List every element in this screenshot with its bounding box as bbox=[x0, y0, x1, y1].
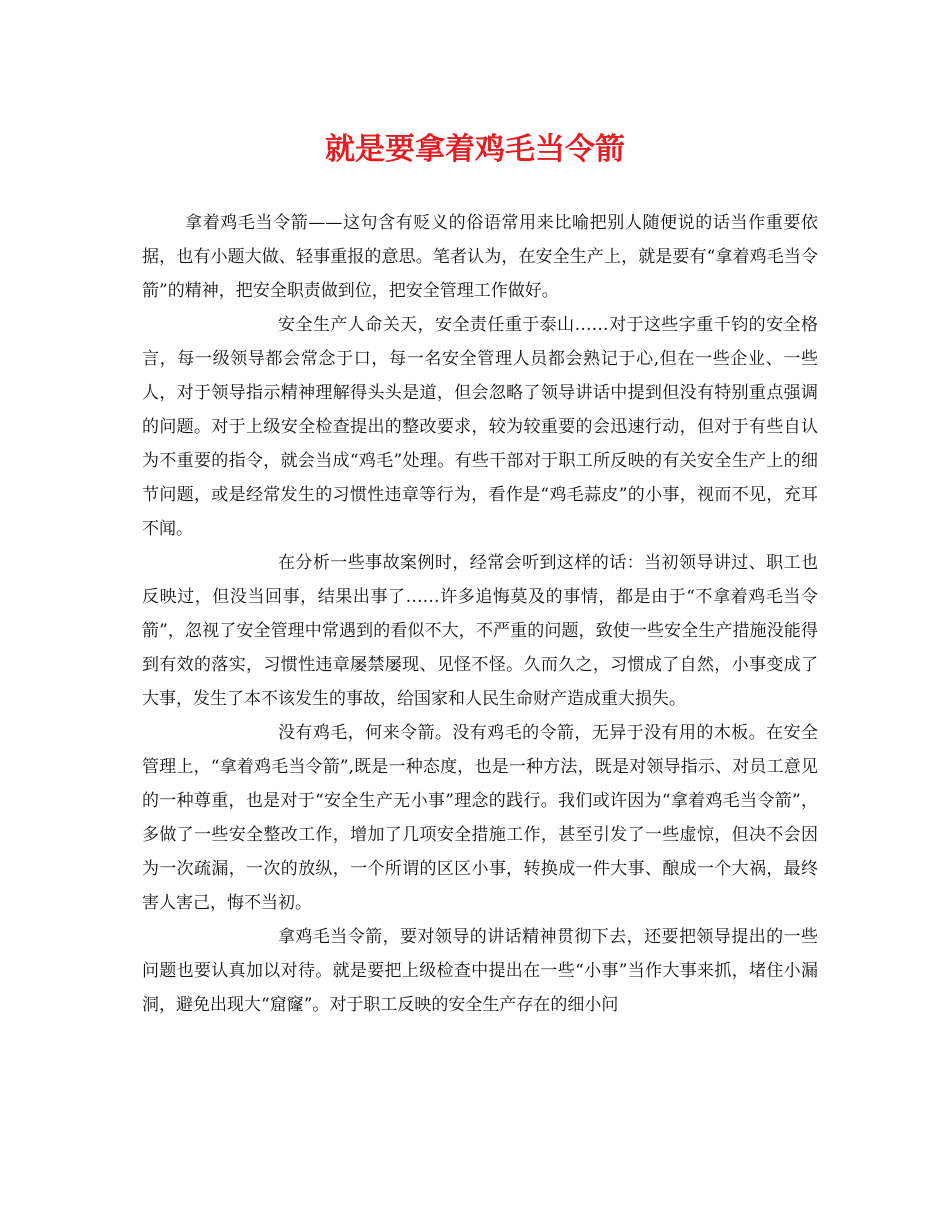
paragraph-3: 在分析一些事故案例时，经常会听到这样的话：当初领导讲过、职工也反映过，但没当回事，结果出事了……许多追悔莫及的事情，都是由于“不拿着鸡毛当令箭”，忽视了安全管理中常遇到的看似不大，不严重的问题，致使一些安全生产措施没能得到有效的落实，习惯性违章屡禁屡现、见怪不怪。久而久之，习惯成了自然，小事变成了大事，发生了本不该发生的事故，给国家和人民生命财产造成重大损失。 bbox=[142, 553, 818, 709]
paragraph-1: 拿着鸡毛当令箭——这句含有贬义的俗语常用来比喻把别人随便说的话当作重要依据，也有小题大做、轻事重报的意思。笔者认为，在安全生产上，就是要有“拿着鸡毛当令箭”的精神，把安全职责做到位，把安全管理工作做好。 bbox=[142, 213, 818, 301]
paragraph-4: 没有鸡毛，何来令箭。没有鸡毛的令箭，无异于没有用的木板。在安全管理上，“拿着鸡毛当令箭”,既是一种态度，也是一种方法，既是对领导指示、对员工意见的一种尊重，也是对于“安全生产无小事”理念的践行。我们或许因为“拿着鸡毛当令箭”，多做了一些安全整改工作，增加了几项安全措施工作，甚至引发了一些虚惊，但决不会因为一次疏漏，一次的放纵，一个所谓的区区小事，转换成一件大事、酿成一个大祸，最终害人害己，悔不当初。 bbox=[142, 723, 818, 913]
paragraph-2: 安全生产人命关天，安全责任重于泰山……对于这些字重千钧的安全格言，每一级领导都会常念于口，每一名安全管理人员都会熟记于心,但在一些企业、一些人，对于领导指示精神理解得头头是道，但会忽略了领导讲话中提到但没有特别重点强调的问题。对于上级安全检查提出的整改要求，较为较重要的会迅速行动，但对于有些自认为不重要的指令，就会当成“鸡毛”处理。有些干部对于职工所反映的有关安全生产上的细节问题，或是经常发生的习惯性违章等行为，看作是“鸡毛蒜皮”的小事，视而不见，充耳不闻。 bbox=[142, 315, 818, 539]
paragraph-5: 拿鸡毛当令箭，要对领导的讲话精神贯彻下去，还要把领导提出的一些问题也要认真加以对待。就是要把上级检查中提出在一些“小事”当作大事来抓，堵住小漏洞，避免出现大“窟窿”。对于职工反映的安全生产存在的细小问 bbox=[142, 927, 818, 1015]
document-body bbox=[142, 206, 818, 1022]
document-title: 就是要拿着鸡毛当令箭 bbox=[325, 132, 625, 167]
